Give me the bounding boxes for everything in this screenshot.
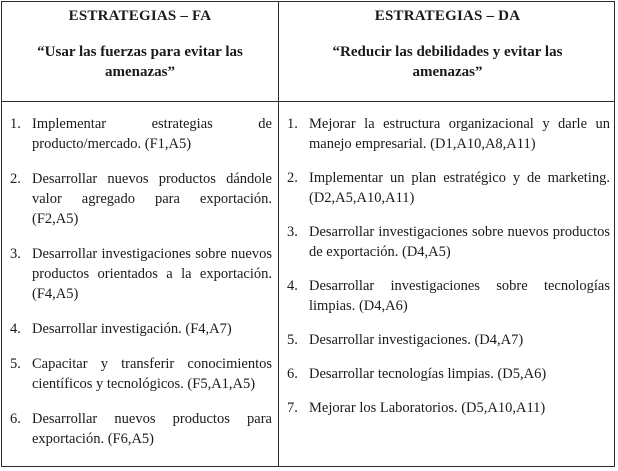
da-item	[287, 222, 610, 262]
fa-item	[10, 114, 272, 154]
da-item-number: 4.	[287, 278, 298, 294]
fa-item-number: 4.	[10, 321, 21, 337]
da-item-number: 2.	[287, 170, 298, 186]
da-item-text: Desarrollar investigaciones sobre tecnologías limpias. (D4,A6)	[309, 278, 610, 314]
fa-item-number: 2.	[10, 171, 21, 187]
da-item-number: 7.	[287, 400, 298, 416]
da-item-number: 1.	[287, 116, 298, 132]
fa-item-text: Desarrollar investigaciones sobre nuevos productos orientados a la exportación. (F4,A5)	[32, 246, 272, 302]
da-subtitle-line2: amenazas”	[412, 64, 483, 80]
fa-subtitle	[2, 42, 278, 82]
column-fa	[2, 2, 278, 466]
da-item	[287, 168, 610, 208]
da-item-number: 3.	[287, 224, 298, 240]
column-da	[279, 2, 616, 466]
da-subtitle-line1: “Reducir las debilidades y evitar las	[332, 44, 563, 60]
da-item	[287, 276, 610, 316]
da-subtitle	[279, 42, 616, 82]
da-item-text: Mejorar los Laboratorios. (D5,A10,A11)	[309, 400, 546, 416]
da-item-text: Desarrollar investigaciones sobre nuevos productos de exportación. (D4,A5)	[309, 224, 610, 260]
fa-item-number: 3.	[10, 246, 21, 262]
da-item-text: Mejorar la estructura organizacional y darle un manejo empresarial. (D1,A10,A8,A11)	[309, 116, 610, 152]
da-item	[287, 398, 610, 418]
fa-item	[10, 354, 272, 394]
fa-subtitle-line1: “Usar las fuerzas para evitar las	[37, 44, 243, 60]
fa-item	[10, 409, 272, 449]
da-item	[287, 364, 610, 384]
da-item-text: Implementar un plan estratégico y de marketing. (D2,A5,A10,A11)	[309, 170, 610, 206]
fa-item-number: 6.	[10, 411, 21, 427]
fa-item	[10, 169, 272, 229]
da-item-number: 5.	[287, 332, 298, 348]
da-item-number: 6.	[287, 366, 298, 382]
da-title: ESTRATEGIAS – DA	[374, 8, 521, 24]
da-item-text: Desarrollar tecnologías limpias. (D5,A6)	[309, 366, 547, 382]
fa-item-text: Desarrollar investigación. (F4,A7)	[32, 321, 232, 337]
fa-title: ESTRATEGIAS – FA	[68, 8, 212, 24]
fa-item-text: Desarrollar nuevos productos dándole valor agregado para exportación. (F2,A5)	[32, 171, 272, 227]
da-item	[287, 114, 610, 154]
fa-item	[10, 319, 272, 339]
fa-strategy-list	[10, 114, 272, 449]
strategy-table	[1, 1, 615, 467]
fa-item-number: 1.	[10, 116, 21, 132]
fa-item-number: 5.	[10, 356, 21, 372]
da-item-text: Desarrollar investigaciones. (D4,A7)	[309, 332, 524, 348]
fa-item-text: Desarrollar nuevos productos para exportación. (F6,A5)	[32, 411, 272, 447]
fa-item-text: Capacitar y transferir conocimientos científicos y tecnológicos. (F5,A1,A5)	[32, 356, 272, 392]
da-item	[287, 330, 610, 350]
fa-subtitle-line2: amenazas”	[105, 64, 175, 80]
da-strategy-list	[287, 114, 610, 418]
fa-item-text: Implementar estrategias de producto/mercado. (F1,A5)	[32, 116, 272, 152]
fa-item	[10, 244, 272, 304]
